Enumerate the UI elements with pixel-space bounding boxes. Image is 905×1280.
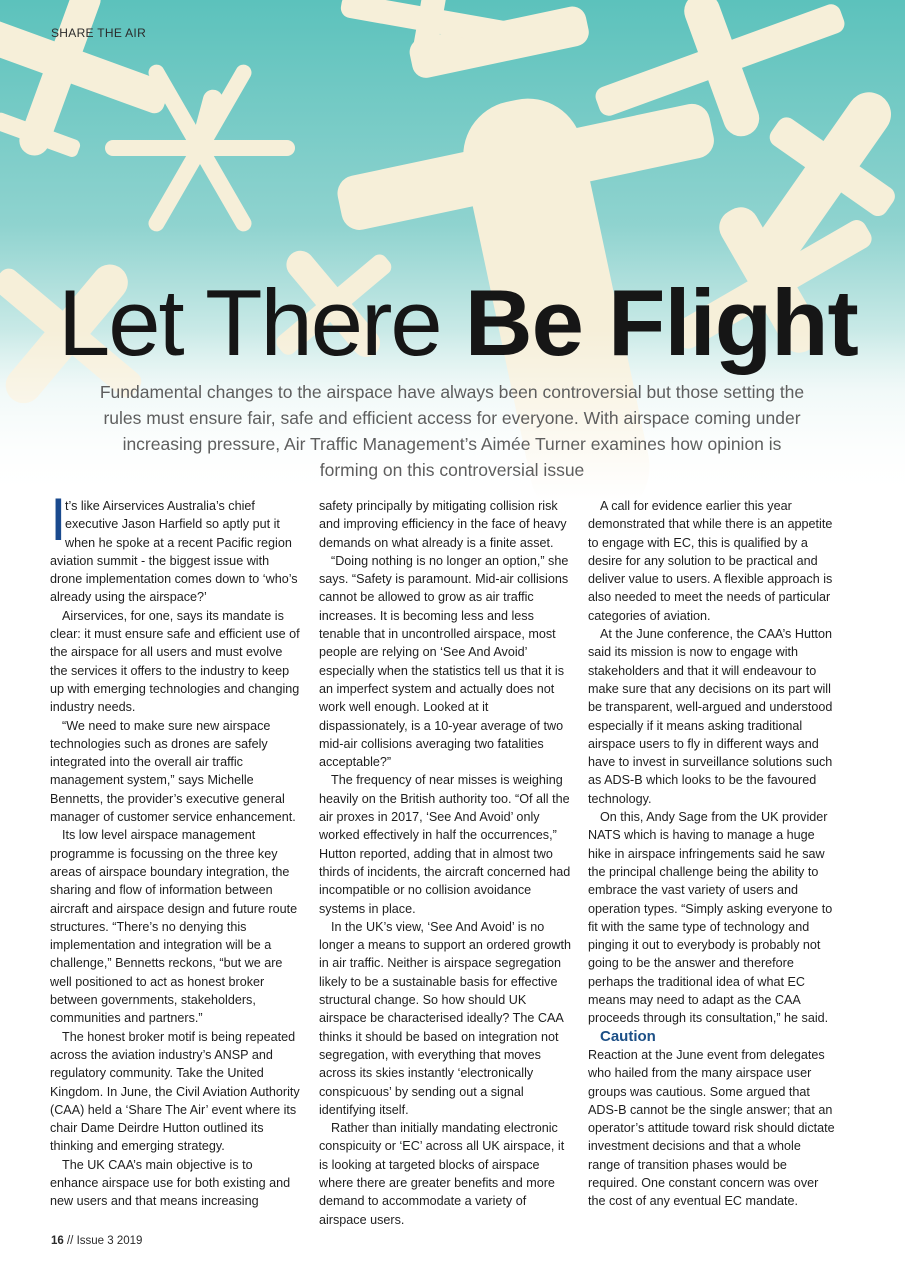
article-paragraph: “Doing nothing is no longer an option,” she says. “Safety is paramount. Mid-air collisions cannot be allowed to grow as air traffic increases. It is becoming less and less tenable that in uncontrolled airspace, most people are relying on ‘See And Avoid’ especially when the statistics tell us that it is an imperfect system and actually does not work well enough. Looked at it dispassionately, is a 10-year average of two mid-air collisions averaging two fatalities acceptable?” — [319, 553, 569, 770]
article-paragraph: A call for evidence earlier this year demonstrated that while there is an appetite to engage with EC, this is qualified by a desire for any solution to be practical and deliver value to users. A flexible approach is also needed to meet the needs of particular categories of aviation. — [588, 499, 833, 623]
article-paragraph: On this, Andy Sage from the UK provider NATS which is having to manage a huge hike in airspace infringements said he saw the principal challenge being the ability to embrace the vast variety of users and operation types. “Simply asking everyone to fit with the same type of technology and pinging it out to everybody is probably not going to be the answer and therefore perhaps the traditional idea of what EC means may need to adapt as the CAA proceeds through its consultation,” he said. — [588, 810, 833, 1026]
page-footer — [51, 1235, 142, 1247]
article-paragraph: Airservices, for one, says its mandate is clear: it must ensure safe and efficient use of the airspace for all users and must evolve the services it offers to the industry to keep up with emerging technologies and changing industry needs. — [50, 608, 300, 715]
article-paragraph: The frequency of near misses is weighing heavily on the British authority too. “Of all the air proxes in 2017, ‘See And Avoid’ only worked effectively in half the occurrences,” Hutton reported, adding that in almost two thirds of incidents, the aircraft concerned had incompatible or no collision avoidance systems in place. — [319, 773, 571, 916]
issue-label: // Issue 3 2019 — [63, 1235, 143, 1247]
article-paragraph: safety principally by mitigating collision risk and improving efficiency in the face of heavy demands on what already is a finite asset. — [319, 499, 567, 550]
subheading: Caution — [600, 1027, 656, 1045]
article-paragraph: In the UK’s view, ‘See And Avoid’ is no longer a means to support an ordered growth in air traffic. Neither is airspace segregation likely to be a sustainable basis for effective structural change. So how should UK airspace be characterised ideally? The CAA thinks it should be based on integration not segregation, with everything that moves across its skies instantly ‘electronically conspicuous’ by sending out a signal identifying itself. — [319, 919, 572, 1117]
article-column-2 — [319, 497, 573, 1229]
article-paragraph: Reaction at the June event from delegates who hailed from the many airspace user groups was cautious. Some argued that ADS-B cannot be the single answer; that an operator’s attitude toward risk should dictate investment decisions and that a whole range of transition phases would be required. One constant concern was over the cost of any eventual EC mandate. — [588, 1047, 835, 1209]
drop-cap: I — [50, 486, 67, 553]
article-paragraph: I t’s like Airservices Australia’s chief executive Jason Harfield so aptly put it when he spoke at a recent Pacific region aviation summit - the biggest issue with drone implementation comes down to ‘who’s already using the airspace?’ — [50, 486, 298, 605]
standfirst: Fundamental changes to the airspace have always been controversial but those setting the rules must ensure fair, safe and efficient access for everyone. With airspace coming under increasing pressure, Air Traffic Management’s Aimée Turner examines how opinion is forming on this controversial issue — [99, 382, 805, 480]
headline-bold: Be Flight — [464, 270, 858, 375]
article-paragraph: “We need to make sure new airspace technologies such as drones are safely integrated into the overall air traffic management system,” says Michelle Bennetts, the provider’s executive general manager of customer service enhancement. — [50, 718, 296, 825]
page-number: 16 — [51, 1235, 64, 1247]
article-paragraph: At the June conference, the CAA’s Hutton said its mission is now to engage with stakeholders and that it will endeavour to make sure that any decisions on its part will be transparent, well-argued and understood especially if it means asking traditional airspace users to fly in different ways and have to invest in surveillance solutions such as ADS-B which looks to be the favoured technology. — [588, 627, 833, 806]
article-column-1 — [50, 486, 302, 1211]
article-paragraph: The UK CAA’s main objective is to enhance airspace use for both existing and new users and that means increasing — [50, 1157, 291, 1209]
headline-light: Let There — [58, 270, 465, 375]
article-paragraph: The honest broker motif is being repeated across the aviation industry’s ANSP and regulatory community. Take the United Kingdom. In June, the Civil Aviation Authority (CAA) held a ‘Share The Air’ event where its chair Dame Deirdre Hutton outlined its thinking and emerging strategy. — [50, 1029, 300, 1154]
article-paragraph: Its low level airspace management programme is focussing on the three key areas of airspace boundary integration, the sharing and flow of information between aircraft and airspace design and future route structures. “There’s no denying this implementation and integration will be a challenge,” Bennetts reckons, “but we are well positioned to act as honest broker between governments, stakeholders, communities and partners.” — [50, 828, 298, 1026]
article-paragraph: Rather than initially mandating electronic conspicuity or ‘EC’ across all UK airspace, it is looking at targeted blocks of airspace where there are greater benefits and more demand to accommodate a variety of airspace users. — [319, 1121, 565, 1227]
article-column-3 — [588, 497, 836, 1211]
section-label: SHARE THE AIR — [51, 26, 147, 40]
headline — [58, 268, 888, 378]
